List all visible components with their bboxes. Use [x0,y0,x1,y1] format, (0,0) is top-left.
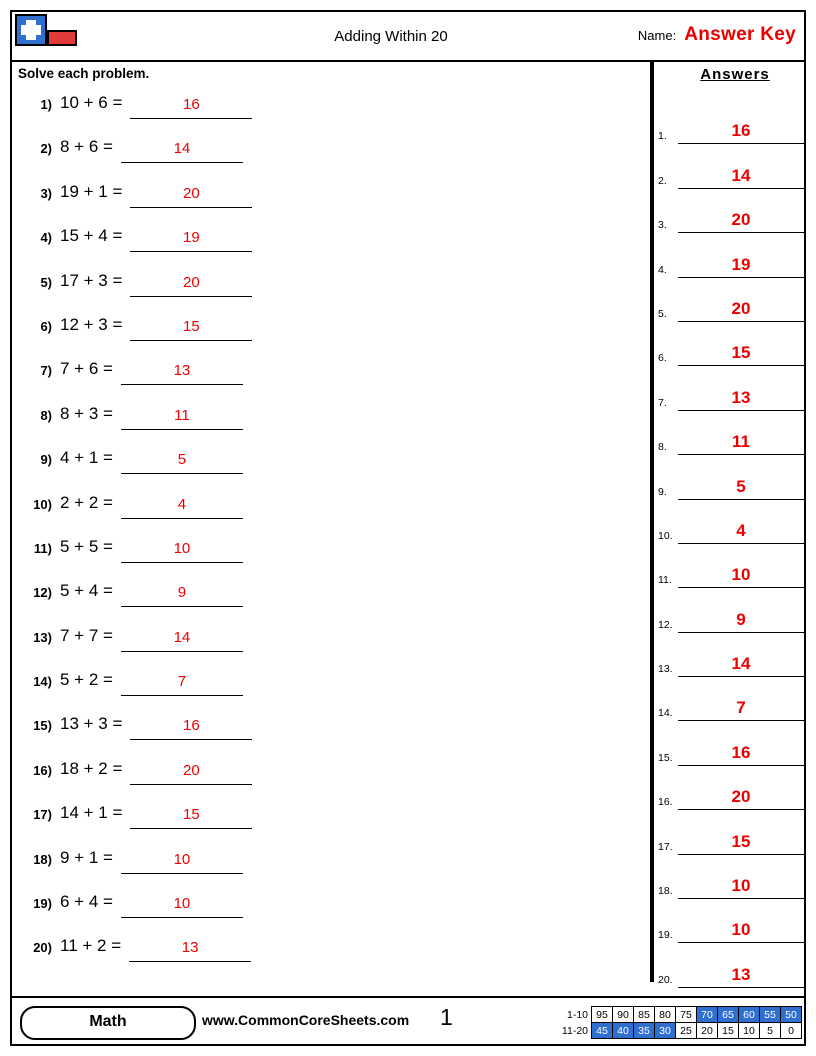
problem-expression: 14 + 1 = [60,803,123,823]
problem-answer-blank[interactable]: 13 [129,935,251,962]
problem-number: 1) [40,97,52,112]
problem-answer-blank[interactable]: 16 [130,713,252,740]
answer-value[interactable]: 13 [678,965,804,988]
problem-row [18,92,638,136]
answer-row [658,100,804,144]
problem-answer-blank[interactable]: 16 [130,92,252,119]
problem-answer-blank[interactable]: 19 [130,225,252,252]
answer-value[interactable]: 10 [678,565,804,588]
problem-expression: 17 + 3 = [60,270,123,290]
problem-expression: 15 + 4 = [60,226,123,246]
problem-answer-blank[interactable]: 14 [121,136,243,163]
answer-row [658,455,804,499]
name-label: Name: [637,28,677,43]
answer-row [658,144,804,188]
page-number: 1 [440,1004,453,1030]
problem-expression: 13 + 3 = [60,714,123,734]
problem-number: 17) [33,807,52,823]
answer-value[interactable]: 14 [678,654,804,677]
problem-answer-blank[interactable]: 7 [121,669,243,696]
score-cell: 10 [739,1023,760,1039]
answer-value[interactable]: 15 [678,832,804,855]
problem-row [18,891,638,935]
problem-answer-blank[interactable]: 20 [130,758,252,785]
score-cell: 5 [760,1023,781,1039]
plus-blocks-logo-icon [14,13,88,59]
score-cell: 55 [760,1007,781,1023]
problem-answer-blank[interactable]: 20 [130,181,252,208]
answer-number: 18. [658,885,673,898]
answer-value[interactable]: 13 [678,388,804,411]
site-url: www.CommonCoreSheets.com [202,1012,410,1028]
footer-divider [12,996,804,998]
score-cell: 50 [781,1007,802,1023]
problem-row [18,225,638,269]
problem-number: 8) [40,407,52,423]
answer-number: 6. [658,352,667,365]
header-divider [12,60,804,62]
answers-title: Answers [700,66,770,83]
problem-row [18,935,638,979]
problem-row [18,669,638,713]
problem-answer-blank[interactable]: 11 [121,403,243,430]
score-cell: 75 [676,1007,697,1023]
problem-number: 6) [40,318,52,334]
problem-answer-blank[interactable]: 14 [121,625,243,652]
problem-number: 4) [40,230,52,246]
problem-number: 7) [40,363,52,379]
problem-row [18,536,638,580]
problem-row [18,447,638,491]
problem-number: 15) [33,718,52,734]
problem-row [18,580,638,624]
answer-number: 16. [658,796,673,809]
problem-expression: 5 + 4 = [60,581,113,601]
answer-row [658,899,804,943]
answer-number: 10. [658,529,673,542]
problem-expression: 7 + 7 = [60,625,113,645]
answer-row [658,411,804,455]
problem-number: 2) [40,141,52,157]
problem-expression: 18 + 2 = [60,758,123,778]
problem-answer-blank[interactable]: 20 [130,270,252,297]
answer-row [658,366,804,410]
problem-expression: 4 + 1 = [60,448,113,468]
problem-row [18,802,638,846]
answer-number: 15. [658,751,673,764]
answer-row [658,544,804,588]
answer-number: 2. [658,174,667,187]
answer-row [658,233,804,277]
answer-row [658,500,804,544]
score-table [556,1006,802,1039]
problem-answer-blank[interactable]: 9 [121,580,243,607]
problem-expression: 7 + 6 = [60,359,113,379]
answer-number: 13. [658,663,673,676]
problem-number: 3) [40,185,52,201]
score-cell: 15 [718,1023,739,1039]
worksheet-footer [12,996,804,1044]
score-row-label: 11-20 [561,1024,588,1037]
problem-answer-blank[interactable]: 13 [121,358,243,385]
problem-expression: 11 + 2 = [60,936,122,956]
answer-row [658,633,804,677]
score-cell: 40 [613,1023,634,1039]
answer-value[interactable]: 19 [678,255,804,278]
problem-expression: 8 + 3 = [60,403,113,423]
answer-row [658,278,804,322]
score-cell: 70 [697,1007,718,1023]
answer-number: 9. [658,485,667,498]
answer-number: 8. [658,441,667,454]
problem-row [18,314,638,358]
problem-row [18,492,638,536]
answer-row [658,721,804,765]
score-cell: 90 [613,1007,634,1023]
subject-badge: Math [20,1006,196,1040]
answer-row [658,943,804,987]
problem-expression: 5 + 2 = [60,670,113,690]
answer-row [658,677,804,721]
page-title: Adding Within 20 [334,27,448,45]
answer-number: 5. [658,307,667,320]
answer-number: 14. [658,707,673,720]
problem-row [18,847,638,891]
problem-expression: 12 + 3 = [60,314,123,334]
answer-number: 7. [658,396,667,409]
answer-value[interactable]: 20 [678,210,804,233]
problem-row [18,270,638,314]
problem-number: 20) [33,940,52,956]
answer-row [658,322,804,366]
problem-number: 16) [33,762,52,778]
score-cell: 60 [739,1007,760,1023]
problem-number: 9) [40,452,52,468]
problem-row [18,358,638,402]
score-table-row-2 [556,1023,802,1039]
answer-row [658,855,804,899]
answer-number: 1. [658,130,667,143]
problem-answer-blank[interactable]: 10 [121,891,243,918]
problem-expression: 6 + 4 = [60,892,113,912]
problem-number: 13) [33,629,52,645]
answer-value[interactable]: 7 [678,698,804,721]
problem-row [18,403,638,447]
score-cell: 65 [718,1007,739,1023]
problem-row [18,181,638,225]
score-cell: 80 [655,1007,676,1023]
problem-list [18,92,638,980]
answer-key-badge: Answer Key [684,24,796,45]
answers-list [658,100,804,988]
answer-value[interactable]: 16 [678,743,804,766]
problem-answer-blank[interactable]: 10 [121,536,243,563]
score-cell: 85 [634,1007,655,1023]
problem-answer-blank[interactable]: 15 [130,314,252,341]
problem-number: 12) [33,585,52,601]
problem-expression: 5 + 5 = [60,536,113,556]
answer-value[interactable]: 4 [678,521,804,544]
problem-row [18,758,638,802]
problem-number: 11) [33,540,52,556]
answer-value[interactable]: 20 [678,299,804,322]
problem-expression: 10 + 6 = [60,93,123,112]
score-cell: 45 [592,1023,613,1039]
answer-row [658,766,804,810]
answer-number: 4. [658,263,667,276]
answer-row [658,189,804,233]
problem-expression: 2 + 2 = [60,492,113,512]
answer-row [658,588,804,632]
problem-number: 14) [33,674,52,690]
answer-number: 11. [658,574,672,587]
answer-value[interactable]: 10 [678,920,804,943]
score-row-label: 1-10 [566,1008,588,1021]
answer-value[interactable]: 9 [678,610,804,633]
score-cell: 20 [697,1023,718,1039]
problem-number: 19) [33,896,52,912]
score-cell: 0 [781,1023,802,1039]
problem-number: 5) [40,274,52,290]
answer-row [658,810,804,854]
problem-number: 18) [33,851,52,867]
problem-row [18,625,638,669]
problem-answer-blank[interactable]: 10 [121,847,243,874]
name-block [638,24,796,46]
score-table-row-1 [556,1007,802,1023]
score-cell: 95 [592,1007,613,1023]
problem-answer-blank[interactable]: 15 [130,802,252,829]
score-cell: 25 [676,1023,697,1039]
problem-row [18,713,638,757]
answer-number: 20. [658,973,673,986]
problem-row [18,136,638,180]
column-divider [650,62,654,982]
answer-number: 12. [658,618,673,631]
problem-answer-blank[interactable]: 5 [121,447,243,474]
answer-value[interactable]: 15 [678,343,804,366]
instructions: Solve each problem. [18,66,150,81]
problem-answer-blank[interactable]: 4 [121,492,243,519]
problem-expression: 8 + 6 = [60,137,113,157]
problem-expression: 19 + 1 = [60,181,123,201]
answer-value[interactable]: 20 [678,787,804,810]
answer-number: 3. [658,219,667,232]
answer-value[interactable]: 5 [678,477,804,500]
answer-value[interactable]: 16 [678,121,804,144]
score-cell: 30 [655,1023,676,1039]
answer-number: 17. [658,840,673,853]
problem-number: 10) [33,496,52,512]
answer-value[interactable]: 14 [678,166,804,189]
worksheet-header [12,12,804,60]
answer-value[interactable]: 10 [678,876,804,899]
answer-value[interactable]: 11 [678,432,804,455]
score-cell: 35 [634,1023,655,1039]
answer-number: 19. [658,929,673,942]
problem-expression: 9 + 1 = [60,847,113,867]
